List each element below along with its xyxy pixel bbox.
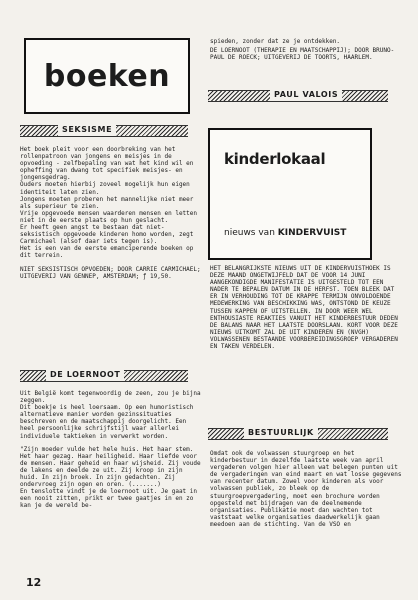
seksisme-heading-bar bbox=[20, 125, 188, 137]
author-name: PAUL VALOIS bbox=[270, 89, 342, 101]
seksisme-article bbox=[20, 146, 202, 280]
bestuurlijk-article bbox=[210, 450, 402, 528]
boeken-title: boeken bbox=[43, 58, 171, 94]
bestuurlijk-heading: BESTUURLIJK bbox=[244, 427, 318, 439]
kinderlokaal-subtitle-name: KINDERVUIST bbox=[277, 228, 347, 238]
loernoot-article bbox=[20, 390, 202, 510]
loernoot-quote: "Zijn moeder vulde het hele huis. Het haar stem. Het haar gezag. Haar heiligheid. Haar liefde voor de mensen. Haar geheid en haar wijsheid. Zij voude de lakens en deelde ze uit. Zij kroop in zijn huid. In zijn broek. In zijn gedachten. Zij ondervroeg zijn ogen en oren. (.......) En tenslotte vindt je de loernoot uit. Je gaat in een nooit zitten, prikt er twee gaatjes in en zo kan je de wereld be- bbox=[20, 445, 201, 510]
author-bar bbox=[208, 90, 388, 102]
kinder-article-body: HET BELANGRIJKSTE NIEUWS UIT DE KINDERVUISTHOEK IS DEZE MAAND ONGETWIJFELD DAT DE VOOR 14 JUNI AANGEKONDIGDE MANIFESTATIE IS UITGESTELD TOT EEN NADER TE BEPALEN DATUM IN DE HERFST. TOEN BLEEK DAT ER IN VERHOUDING TOT DE KRAPPE TERMIJN ONVOLDOENDE MEDEWERKING VAN BESCHIKKING WAS, ONTSTOND DE KEUZE TUSSEN KAPPEN OF UITSTELLEN. IN DOOR WEER WEL ENTHOUSIASTE REAKTIES VANUIT HET KINDERBESTUUR DEDEN DE BALANS NAAR HET LAATSTE DOORSLAAN. KORT VOOR DEZE NIEUWS UITKOMT ZAL DE UIT KINDEREN EN (NVGH) VOLWASSENEN BESTAANDE VOORBEREIDINGSGROEP VERGADEREN EN TAKEN VERDELEN. bbox=[210, 265, 398, 351]
bestuurlijk-heading-bar bbox=[208, 428, 388, 440]
seksisme-body: Het boek pleit voor een doorbreking van het rollenpatroon van jongens en meisjes in de opvoeding - zelfbepaling van wat het kind wil en opheffing van dwang tot specifiek meisjes- en jongensgedrag. Ouders moeten hierbij zoveel mogelijk hun eigen identiteit laten zien. Jongens moeten proberen het mannelijke niet meer als superieur te zien. Vrije opgevoede mensen waarderen mensen en letten niet in de eerste plaats op hun geslacht. Er heeft geen angst te bestaan dat niet-seksistisch opgevoede kinderen homo worden, zegt Carmichael (alsof daar iets tegen is). Het is een van de eerste emanciperende boeken op dit terrein. bbox=[20, 146, 198, 260]
loernoot-heading: DE LOERNOOT bbox=[46, 369, 124, 381]
kinderlokaal-title: kinderlokaal bbox=[224, 150, 326, 168]
loernoot-citation: DE LOERNOOT (THERAPIE EN MAATSCHAPPIJ); DOOR BRUNO-PAUL DE ROECK; UITGEVERIJ DE TOORTS, HAARLEM. bbox=[210, 47, 395, 62]
bestuurlijk-body: Omdat ook de volwassen stuurgroep en het kinderbestuur in dezelfde laatste week van april vergaderen volgen hier alleen wat belegen punten uit de vergaderingen van eind maart en wat losse gegevens van recenter datum. Zowel voor kinderen als voor volwassen publiek, zo bleek op de stuurgroepvergadering, moet een brochure worden opgesteld met bijdragen van de deelnemende organisaties. Publikatie moet dan wachten tot vaststaat welke organisaties daadwerkelijk gaan meedoen aan de stichting. Van de VSO en bbox=[210, 450, 402, 528]
loernoot-body: Uit België komt tegenwoordig de zeen, zou je bijna zeggen. Dit boekje is heel loersaam. Op een humoristisch alternatieve manier worden gezinssituaties beschreven en de maatschappij doorgelicht. Een heel persoonlijke schrijfstijl waar allerlei individuele taktieken in verwerkt worden. bbox=[20, 390, 201, 440]
kinderlokaal-subtitle bbox=[224, 228, 346, 238]
loernoot-heading-bar bbox=[20, 370, 188, 382]
kinderlokaal-title-box bbox=[208, 128, 372, 260]
kinderlokaal-subtitle-prefix: nieuws van bbox=[224, 228, 278, 238]
kinder-article bbox=[210, 265, 402, 350]
seksisme-heading: SEKSISME bbox=[58, 124, 116, 136]
page-number: 12 bbox=[26, 576, 42, 589]
loernoot-continued-text: spieden, zonder dat ze je ontdekken. bbox=[210, 38, 341, 45]
boeken-title-box bbox=[24, 38, 190, 114]
seksisme-citation: NIET SEKSISTISCH OPVOEDEN; DOOR CARRIE CARMICHAEL; UITGEVERIJ VAN GENNEP, AMSTERDAM; ƒ 19,50. bbox=[20, 265, 201, 280]
loernoot-continued bbox=[210, 38, 402, 61]
